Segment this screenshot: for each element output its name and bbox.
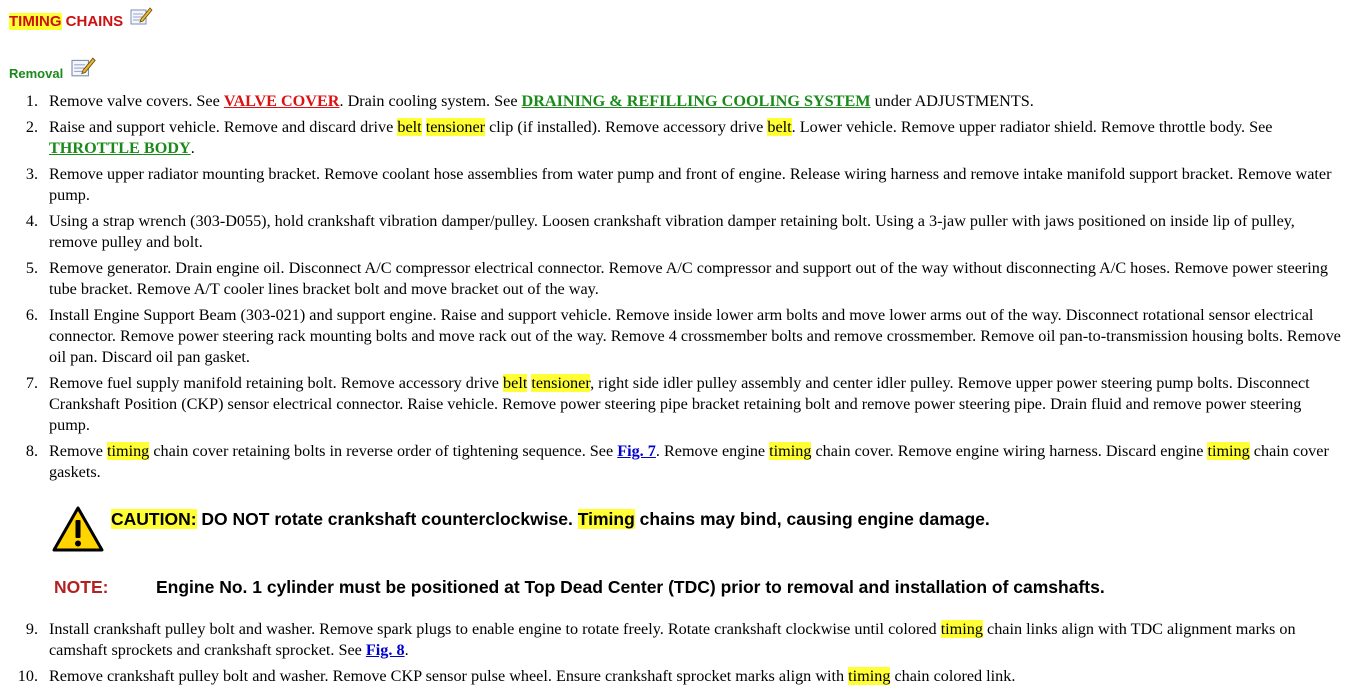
- search-highlight: timing: [769, 442, 812, 460]
- search-highlight: belt: [397, 118, 422, 136]
- step-number: 3.: [25, 165, 38, 183]
- list-item: [0, 117, 1345, 159]
- step-text: Install Engine Support Beam (303-021) and support engine. Raise and support vehicle. Remove inside lower arm bolts and move lower arms out of the way. Disconnect rotational sensor electrical connector. Remove power steering rack mounting bolts and move rack out of the way. Remove 4 crossmember bolts and remove crossmember. Remove oil pan-to-transmission housing bolts. Remove oil pan. Discard oil pan gasket.: [49, 306, 1341, 366]
- cross-reference-link[interactable]: Fig. 8: [365, 641, 405, 659]
- step-text: Remove fuel supply manifold retaining bolt. Remove accessory drive: [49, 374, 504, 392]
- search-highlight: timing: [848, 667, 891, 685]
- step-text: Remove: [49, 442, 107, 460]
- step-number: 10.: [17, 667, 38, 685]
- search-highlight: timing: [1207, 442, 1250, 460]
- step-text: . Lower vehicle. Remove upper radiator shield. Remove throttle body. See: [791, 118, 1273, 136]
- step-number: 2.: [25, 118, 38, 136]
- step-text: .: [190, 139, 195, 157]
- search-highlight: timing: [107, 442, 150, 460]
- step-text: chain cover. Remove engine wiring harness. Discard engine: [811, 442, 1208, 460]
- step-text: Raise and support vehicle. Remove and discard drive: [49, 118, 398, 136]
- step-text: .: [404, 641, 409, 659]
- page-title: [9, 6, 153, 30]
- note-box: [54, 577, 1105, 598]
- list-item: [0, 258, 1345, 300]
- search-highlight: belt: [767, 118, 792, 136]
- step-text: Remove valve covers. See: [49, 92, 224, 110]
- search-highlight: tensioner: [531, 374, 591, 392]
- list-item: [0, 305, 1345, 368]
- search-highlight: tensioner: [425, 118, 486, 136]
- notepad-pencil-icon[interactable]: [69, 56, 97, 81]
- step-text: . Remove engine: [655, 442, 770, 460]
- caution-highlight: Timing: [577, 509, 635, 529]
- step-number: 4.: [25, 212, 38, 230]
- search-highlight: timing: [940, 620, 983, 638]
- list-item: [0, 666, 1345, 687]
- step-text: chain colored link.: [890, 667, 1016, 685]
- list-item: [0, 619, 1345, 661]
- list-item: [0, 164, 1345, 206]
- note-label: NOTE:: [54, 577, 109, 597]
- cross-reference-link[interactable]: Fig. 7: [617, 442, 656, 460]
- step-number: 9.: [25, 620, 38, 638]
- step-text: Remove generator. Drain engine oil. Disconnect A/C compressor electrical connector. Remove A/C compressor and support out of the way without disconnecting A/C hoses. Remove power steering tube bracket. Remove A/T cooler lines bracket bolt and move bracket out of the way.: [49, 259, 1328, 298]
- cross-reference-link[interactable]: DRAINING & REFILLING COOLING SYSTEM: [521, 92, 871, 110]
- search-highlight: belt: [503, 374, 528, 392]
- notepad-pencil-icon[interactable]: [129, 6, 153, 30]
- list-item: [0, 91, 1345, 112]
- page-title-rest: CHAINS: [61, 13, 124, 30]
- removal-steps-list-continued: [0, 619, 1345, 692]
- step-text: Remove upper radiator mounting bracket. Remove coolant hose assemblies from water pump and front of engine. Release wiring harness and remove intake manifold support bracket. Remove water pump.: [49, 165, 1332, 204]
- section-subtitle: [9, 56, 97, 81]
- removal-steps-list: [0, 91, 1345, 488]
- list-item: [0, 211, 1345, 253]
- section-subtitle-text: Removal: [9, 66, 64, 81]
- step-number: 6.: [25, 306, 38, 324]
- step-text: under ADJUSTMENTS.: [870, 92, 1034, 110]
- list-item: [0, 441, 1345, 483]
- warning-triangle-icon: [52, 505, 104, 553]
- step-text: . Drain cooling system. See: [339, 92, 522, 110]
- step-number: 7.: [25, 374, 38, 392]
- note-text: Engine No. 1 cylinder must be positioned at Top Dead Center (TDC) prior to removal and installation of camshafts.: [156, 577, 1105, 597]
- step-text: chain cover retaining bolts in reverse order of tightening sequence. See: [149, 442, 618, 460]
- step-number: 8.: [25, 442, 38, 460]
- list-item: [0, 373, 1345, 436]
- step-text: clip (if installed). Remove accessory drive: [485, 118, 768, 136]
- step-text: chain cover gaskets.: [49, 442, 1329, 481]
- cross-reference-link[interactable]: THROTTLE BODY: [49, 139, 191, 157]
- step-text: Using a strap wrench (303-D055), hold crankshaft vibration damper/pulley. Loosen crankshaft vibration damper retaining bolt. Using a 3-jaw puller with jaws positioned on inside lip of pulley, remove pulley and bolt.: [49, 212, 1295, 251]
- step-text: Remove crankshaft pulley bolt and washer. Remove CKP sensor pulse wheel. Ensure crankshaft sprocket marks align with: [49, 667, 849, 685]
- step-number: 1.: [25, 92, 38, 110]
- caution-label: CAUTION:: [111, 509, 197, 529]
- page-title-highlight: TIMING: [9, 13, 62, 30]
- step-text: chain links align with TDC alignment marks on camshaft sprockets and crankshaft sprocket. See: [49, 620, 1296, 659]
- caution-text-before: DO NOT rotate crankshaft counterclockwise.: [196, 509, 578, 529]
- step-text: , right side idler pulley assembly and center idler pulley. Remove upper power steering pump bolts. Disconnect Crankshaft Position (CKP) sensor electrical connector. Raise vehicle. Remove power steering pipe bracket retaining bolt and remove power steering pipe. Drain fluid and remove power steering pump.: [49, 374, 1310, 434]
- caution-text-after: chains may bind, causing engine damage.: [634, 509, 990, 529]
- step-text: Install crankshaft pulley bolt and washer. Remove spark plugs to enable engine to rotate freely. Rotate crankshaft clockwise until colored: [49, 620, 941, 638]
- cross-reference-link[interactable]: VALVE COVER: [223, 92, 340, 110]
- caution-text: [111, 509, 990, 530]
- step-number: 5.: [25, 259, 38, 277]
